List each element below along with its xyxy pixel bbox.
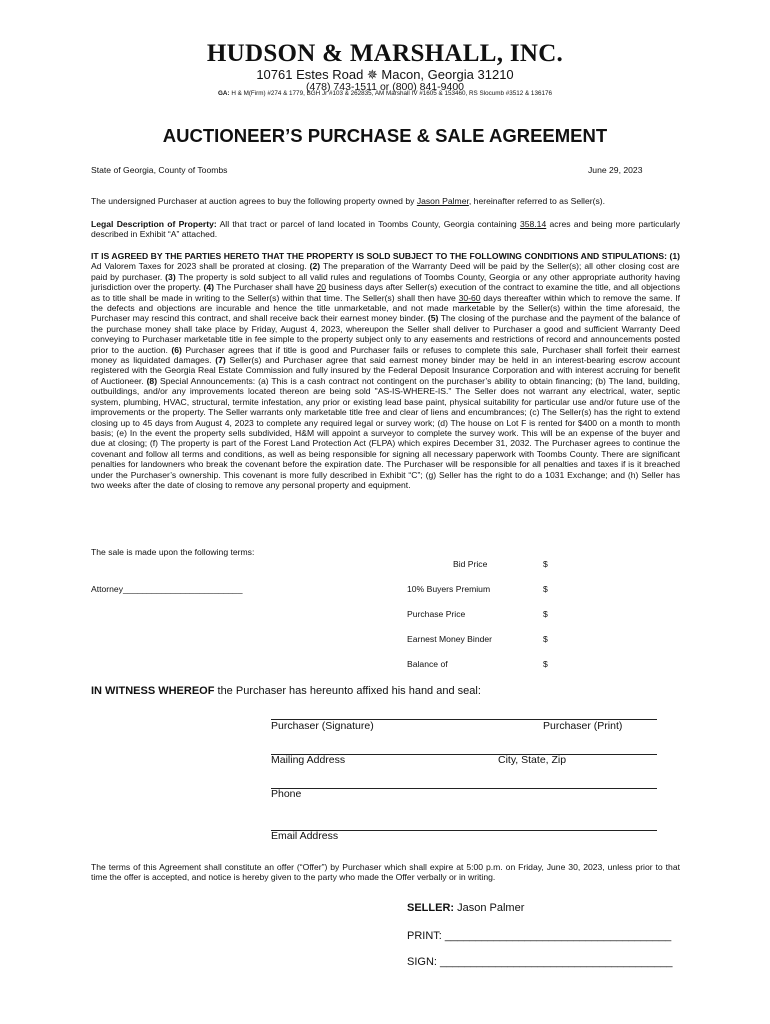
print-line	[407, 930, 671, 942]
license-line	[0, 90, 770, 97]
condition-text: Ad Valorem Taxes for 2023 shall be prorated at closing.	[91, 261, 310, 272]
seller-name-underlined: Jason Palmer	[416, 196, 469, 206]
conditions-block	[91, 251, 680, 490]
condition-number: (3)	[165, 271, 176, 282]
legal-text-end: acres and being more particularly described in Exhibit “A” attached.	[91, 219, 681, 240]
seller-line	[407, 902, 524, 914]
email-label: Email Address	[271, 830, 339, 842]
sign-field[interactable]: ______________________________________	[440, 956, 673, 968]
condition-number: (8)	[146, 375, 158, 386]
title-exam-days: 20	[316, 282, 327, 293]
balance-label: Balance of	[407, 659, 448, 669]
license-prefix: GA:	[218, 90, 230, 97]
legal-description	[91, 219, 680, 240]
condition-number: (1)	[669, 251, 680, 261]
condition-text: The preparation of the Warranty Deed will be paid by the Seller(s); all other closing cost are paid by purchaser.	[91, 261, 680, 282]
attorney-field[interactable]: Attorney_________________________	[91, 584, 243, 594]
license-numbers: H & M(Firm) #274 & 1779, BGH Jr #103 & 262835, AM Marshall IV #1605 & 153460, RS Slocumb #3512 & 136176	[229, 90, 552, 97]
condition-text: The Purchaser shall have	[213, 282, 317, 293]
intro-text: The undersigned Purchaser at auction agrees to buy the following property owned by	[91, 196, 417, 206]
bid-price-field[interactable]: $	[543, 559, 548, 569]
condition-number: (7)	[215, 355, 226, 366]
acreage: 358.14	[519, 219, 547, 229]
condition-text: Purchaser agrees that if title is good and Purchaser fails or refuses to complete this sale, Purchaser shall forfeit their earnest money as liquidated damages.	[91, 344, 680, 366]
offer-terms: The terms of this Agreement shall constitute an offer (“Offer”) by Purchaser which shall expire at 5:00 p.m. on Friday, June 30, 2023, unless prior to that time the offer is accepted, and notice is hereby given to the party who made the Offer verbally or in writing.	[91, 862, 680, 883]
conditions-heading: IT IS AGREED BY THE PARTIES HERETO THAT THE PROPERTY IS SOLD SUBJECT TO THE FOLLOWING CONDITIONS AND STIPULATIONS:	[91, 251, 667, 261]
intro-text-end: , hereinafter referred to as Seller(s).	[468, 196, 606, 206]
purchase-price-field[interactable]: $	[543, 609, 548, 619]
print-label: PRINT:	[407, 930, 445, 942]
sign-line	[407, 956, 673, 968]
buyers-premium-field[interactable]: $	[543, 584, 548, 594]
condition-text: The property is sold subject to all valid rules and regulations of Toombs County, Georgia or any other appropriate authority having jurisdiction over the property.	[91, 271, 680, 293]
intro-paragraph	[91, 196, 680, 206]
terms-intro: The sale is made upon the following terms:	[91, 547, 255, 557]
company-address: 10761 Estes Road ✵ Macon, Georgia 31210	[256, 67, 514, 82]
city-state-zip-label: City, State, Zip	[498, 754, 567, 766]
phone-label: Phone	[271, 788, 302, 800]
condition-text: Seller(s) and Purchaser agree that said earnest money binder may be held in an interest-bearing escrow account registered with the Georgia Real Estate Commission and fully insured by the Federal Deposit Insurance Corporation and with interest accruing for benefit of Auctioneer.	[91, 355, 680, 386]
condition-number: (2)	[309, 261, 321, 272]
condition-number: (5)	[427, 313, 439, 324]
condition-number: (4)	[203, 282, 214, 293]
sign-label: SIGN:	[407, 956, 441, 968]
legal-label: Legal Description of Property:	[91, 219, 217, 229]
purchaser-signature-label: Purchaser (Signature)	[271, 720, 374, 732]
document-title: AUCTIONEER’S PURCHASE & SALE AGREEMENT	[162, 125, 608, 146]
company-name: HUDSON & MARSHALL, INC.	[206, 40, 564, 67]
buyers-premium-label: 10% Buyers Premium	[407, 584, 491, 594]
condition-text: Special Announcements: (a) This is a cash contract not contingent on the purchaser’s ability to obtain financing; (b) The land, building, outbuildings, and/or any improvements located thereon are being sold "AS-IS-WHERE-IS." The Seller does not warrant any electrical, water, septic system, plumbing, HVAC, structural, termite infestation, any prior or existing lead base paint, physical suitability for particular use and/or future use of the improvements or the property. The Seller warrants only marketable title free and clear of liens and encumbrances; (c) The Seller(s) has the right to extend closing up to 45 days from August 4, 2023 to complete any required legal or survey work; (d) The house on Lot F is rented for $400 on a month to month basis; (e) In the event the property sells subdivided, H&M will appoint a surveyor to complete the survey work. This will be an expense of the buyer and due at closing; (f) The property is part of the Forest Land Protection Act (FLPA) which expires December 31, 2032. The Purchaser agrees to continue the covenant and follow all terms and conditions, as well as being responsible for signing all necessary paperwork with Toombs County. There are significant penalties for landowners who break the covenant before the expiration date. The Purchaser will be responsible for all penalties and taxes if is it breached under the Purchaser’s ownership. This covenant is more fully described in Exhibit “C”; (g) Seller has the right to do a 1031 Exchange; and (h) Seller has two weeks after the date of closing to remove any personal property and equipment.	[91, 375, 680, 490]
legal-text: All that tract or parcel of land located in Toombs County, Georgia containing	[216, 219, 520, 229]
cure-days: 30-60	[458, 292, 481, 303]
purchaser-print-label: Purchaser (Print)	[543, 720, 623, 732]
company-phone: (478) 743-1511 or (800) 841-9400	[306, 81, 464, 93]
phone-line[interactable]	[271, 788, 657, 789]
balance-field[interactable]: $	[543, 659, 548, 669]
condition-text: The closing of the purchase and the payment of the balance of the purchase money shall take place by Friday, August 4, 2023, whereupon the Seller shall deliver to Purchaser a good and sufficient Warranty Deed conveying to Purchaser marketable title in fee simple to the property subject only to any easements and restrictions of record and announcements posted prior to the auction.	[91, 313, 680, 355]
bid-price-label: Bid Price	[453, 559, 488, 569]
condition-number: (6)	[171, 344, 182, 355]
witness-text: the Purchaser has hereunto affixed his hand and seal:	[214, 685, 481, 697]
jurisdiction: State of Georgia, County of Toombs	[91, 165, 228, 175]
witness-statement	[91, 685, 481, 697]
earnest-money-field[interactable]: $	[543, 634, 548, 644]
earnest-money-label: Earnest Money Binder	[407, 634, 493, 644]
mailing-address-label: Mailing Address	[271, 754, 346, 766]
condition-text: business days after Seller(s) execution of the contract to examine the title, and all objections as to title shall be made in writing to the Seller(s) within that time. The Seller(s) shall then have	[91, 282, 680, 303]
seller-name: Jason Palmer	[454, 902, 525, 914]
condition-text: days thereafter within which to remove the same. If the defects and objections are incurable and hence the title unmarketable, and not made marketable by the Seller(s) within the time aforesaid, the Purchaser may rescind this contract, and shall receive back their earnest money binder.	[91, 292, 680, 324]
seller-label: SELLER:	[407, 902, 455, 914]
purchase-price-label: Purchase Price	[407, 609, 466, 619]
witness-heading: IN WITNESS WHEREOF	[91, 685, 215, 697]
agreement-date: June 29, 2023	[588, 165, 643, 175]
print-field[interactable]: _____________________________________	[444, 930, 672, 942]
